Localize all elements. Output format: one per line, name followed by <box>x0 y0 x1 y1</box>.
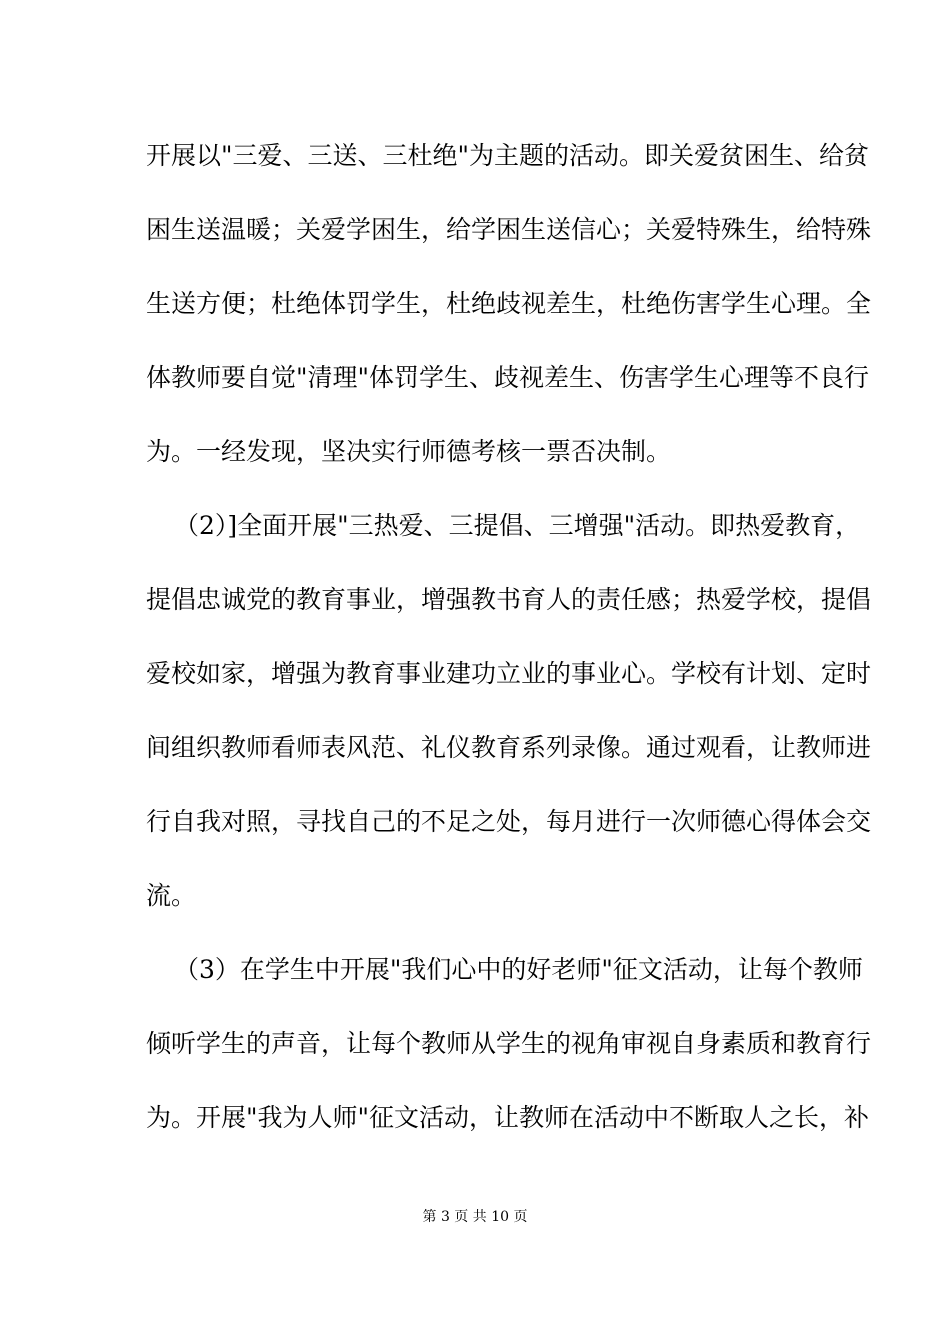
text-line: 生送方便；杜绝体罚学生，杜绝歧视差生，杜绝伤害学生心理。全 <box>146 289 872 318</box>
text-line: 开展以"三爱、三送、三杜绝"为主题的活动。即关爱贫困生、给贫 <box>146 141 870 170</box>
text-line: 提倡忠诚党的教育事业，增强教书育人的责任感；热爱学校，提倡 <box>146 585 872 614</box>
text-line: 为。一经发现，坚决实行师德考核一票否决制。 <box>146 437 672 466</box>
text-line: 爱校如家，增强为教育事业建功立业的事业心。学校有计划、定时 <box>146 659 872 688</box>
text-line: 倾听学生的声音，让每个教师从学生的视角审视自身素质和教育行 <box>146 1029 872 1058</box>
text-line: （2）]全面开展"三热爱、三提倡、三增强"活动。即热爱教育， <box>174 511 861 540</box>
text-line: 为。开展"我为人师"征文活动，让教师在活动中不断取人之长，补 <box>146 1103 870 1132</box>
text-line: 行自我对照，寻找自己的不足之处，每月进行一次师德心得体会交 <box>146 807 872 836</box>
text-line: 困生送温暖；关爱学困生，给学困生送信心；关爱特殊生，给特殊 <box>146 215 872 244</box>
text-line: （3）在学生中开展"我们心中的好老师"征文活动，让每个教师 <box>174 955 863 984</box>
text-line: 间组织教师看师表风范、礼仪教育系列录像。通过观看，让教师进 <box>146 733 872 762</box>
page-number-footer: 第 3 页 共 10 页 <box>422 1209 528 1225</box>
text-line: 流。 <box>146 881 197 910</box>
text-line: 体教师要自觉"清理"体罚学生、歧视差生、伤害学生心理等不良行 <box>146 363 870 392</box>
